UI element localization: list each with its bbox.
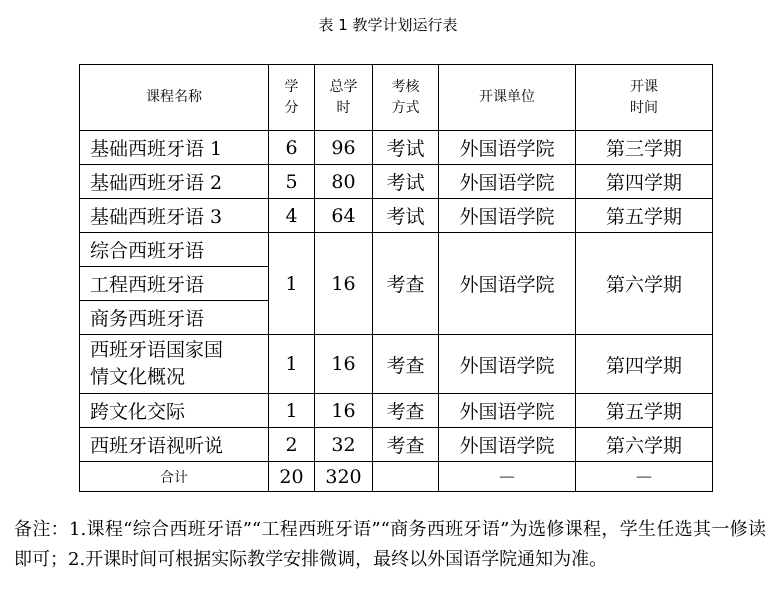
time-cell: 第六学期	[576, 428, 713, 462]
hours-cell: 64	[315, 199, 373, 233]
time-cell: 第五学期	[576, 199, 713, 233]
time-cell: 第四学期	[576, 335, 713, 394]
assessment-cell: 考查	[373, 335, 439, 394]
table-row	[80, 233, 713, 267]
total-row	[80, 462, 713, 492]
course-name: 基础西班牙语 3	[80, 199, 269, 233]
course-name: 西班牙语国家国 情文化概况	[80, 335, 269, 394]
unit-cell: 外国语学院	[439, 199, 576, 233]
unit-cell: 外国语学院	[439, 165, 576, 199]
credit-cell: 2	[269, 428, 315, 462]
credit-cell: 1	[269, 335, 315, 394]
hours-cell: 16	[315, 335, 373, 394]
unit-cell: 外国语学院	[439, 233, 576, 335]
hours-cell: 80	[315, 165, 373, 199]
table-row	[80, 165, 713, 199]
hours-cell: 16	[315, 394, 373, 428]
assessment-cell: 考查	[373, 233, 439, 335]
table-caption: 表 1 教学计划运行表	[318, 16, 458, 34]
table-row	[80, 394, 713, 428]
unit-cell: 外国语学院	[439, 131, 576, 165]
total-hours: 320	[315, 462, 373, 492]
header-time: 开课 时间	[576, 65, 713, 131]
unit-cell: 外国语学院	[439, 335, 576, 394]
header-course-name: 课程名称	[80, 65, 269, 131]
table-row	[80, 199, 713, 233]
time-cell: 第四学期	[576, 165, 713, 199]
time-cell: 第六学期	[576, 233, 713, 335]
table-row	[80, 335, 713, 394]
total-time: －	[576, 462, 713, 492]
assessment-cell: 考试	[373, 199, 439, 233]
total-assessment	[373, 462, 439, 492]
course-name: 西班牙语视听说	[80, 428, 269, 462]
time-cell: 第五学期	[576, 394, 713, 428]
hours-cell: 16	[315, 233, 373, 335]
header-row	[80, 65, 713, 131]
assessment-cell: 考查	[373, 428, 439, 462]
assessment-cell: 考试	[373, 165, 439, 199]
header-hours: 总学 时	[315, 65, 373, 131]
unit-cell: 外国语学院	[439, 394, 576, 428]
header-unit: 开课单位	[439, 65, 576, 131]
header-assessment: 考核 方式	[373, 65, 439, 131]
total-label: 合计	[80, 462, 269, 492]
course-name: 基础西班牙语 2	[80, 165, 269, 199]
hours-cell: 32	[315, 428, 373, 462]
header-credit: 学 分	[269, 65, 315, 131]
course-name: 跨文化交际	[80, 394, 269, 428]
unit-cell: 外国语学院	[439, 428, 576, 462]
course-name: 基础西班牙语 1	[80, 131, 269, 165]
footnote: 备注：1.课程“综合西班牙语”“工程西班牙语”“商务西班牙语”为选修课程，学生任选其一修读即可；2.开课时间可根据实际教学安排微调，最终以外国语学院通知为准。	[14, 519, 766, 570]
credit-cell: 5	[269, 165, 315, 199]
hours-cell: 96	[315, 131, 373, 165]
course-name: 商务西班牙语	[80, 301, 269, 335]
assessment-cell: 考查	[373, 394, 439, 428]
assessment-cell: 考试	[373, 131, 439, 165]
credit-cell: 6	[269, 131, 315, 165]
credit-cell: 1	[269, 394, 315, 428]
course-name: 综合西班牙语	[80, 233, 269, 267]
credit-cell: 1	[269, 233, 315, 335]
total-unit: －	[439, 462, 576, 492]
table-row	[80, 428, 713, 462]
time-cell: 第三学期	[576, 131, 713, 165]
credit-cell: 4	[269, 199, 315, 233]
teaching-plan-table	[79, 64, 713, 492]
total-credit: 20	[269, 462, 315, 492]
course-name: 工程西班牙语	[80, 267, 269, 301]
table-row	[80, 131, 713, 165]
